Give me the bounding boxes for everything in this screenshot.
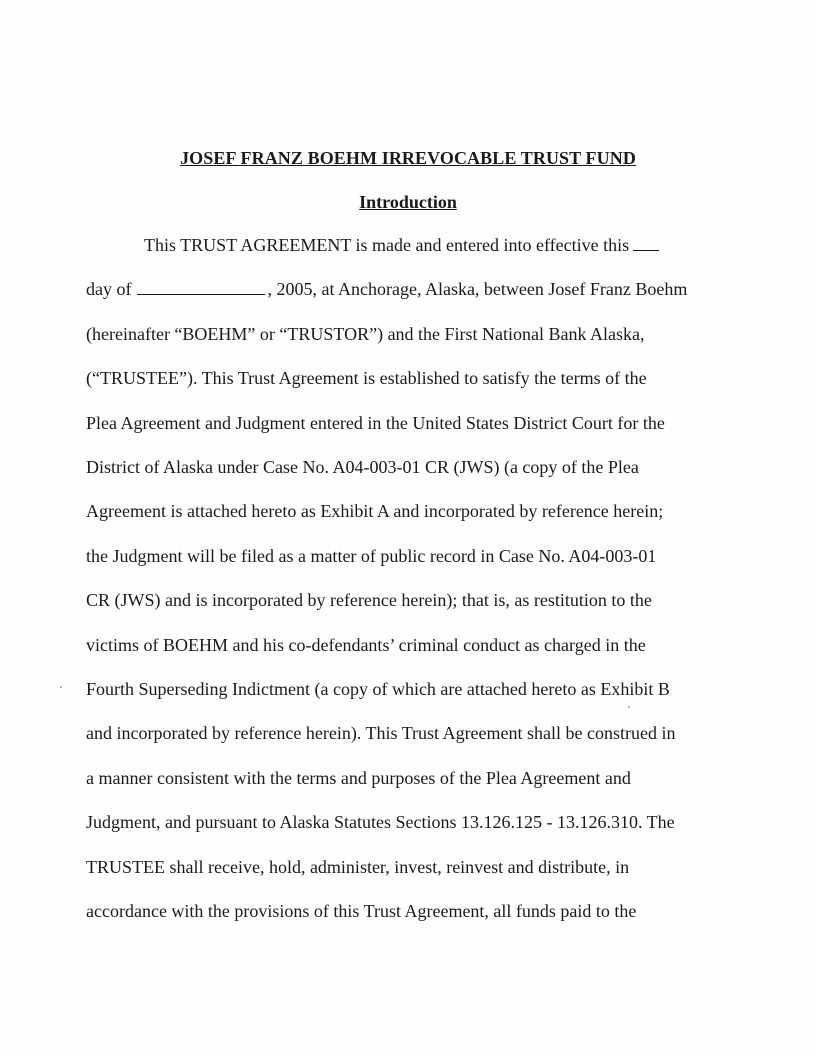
body-line: [86, 678, 670, 700]
body-line: [86, 456, 639, 478]
body-line-text: , 2005, at Anchorage, Alaska, between Josef Franz Boehm: [267, 279, 688, 300]
body-line: [86, 634, 646, 656]
body-line-text: day of: [86, 279, 132, 300]
body-line: [86, 367, 647, 389]
body-line-text: (“TRUSTEE”). This Trust Agreement is established to satisfy the terms of the: [86, 368, 647, 389]
body-line-text: Fourth Superseding Indictment (a copy of which are attached hereto as Exhibit B: [86, 679, 670, 699]
body-line-text: This TRUST AGREEMENT is made and entered into effective this: [144, 235, 630, 255]
body-line: [86, 500, 663, 522]
body-line: [86, 856, 629, 878]
body-line: [86, 545, 656, 567]
document-title: JOSEF FRANZ BOEHM IRREVOCABLE TRUST FUND: [180, 148, 636, 168]
body-line-text: Plea Agreement and Judgment entered in the United States District Court for the: [86, 412, 665, 433]
body-line: [86, 722, 676, 744]
section-heading: Introduction: [359, 192, 457, 212]
body-line-text: CR (JWS) and is incorporated by reference herein); that is, as restitution to the: [86, 590, 652, 611]
body-line-text: (hereinafter “BOEHM” or “TRUSTOR”) and the First National Bank Alaska,: [86, 323, 645, 344]
body-line-text: TRUSTEE shall receive, hold, administer, invest, reinvest and distribute, in: [86, 856, 630, 877]
date-month-blank: [137, 279, 265, 295]
body-line: [86, 900, 636, 922]
body-line-text: the Judgment will be filed as a matter of public record in Case No. A04-003-01: [86, 545, 657, 566]
scan-speck: [60, 686, 62, 688]
body-line-text: Judgment, and pursuant to Alaska Statutes Sections 13.126.125 - 13.126.310. The: [86, 812, 675, 833]
body-line-text: victims of BOEHM and his co-defendants’ criminal conduct as charged in the: [86, 634, 646, 655]
body-line-text: accordance with the provisions of this Trust Agreement, all funds paid to the: [86, 901, 637, 921]
body-line-text: and incorporated by reference herein). This Trust Agreement shall be construed in: [86, 723, 676, 744]
body-line-text: a manner consistent with the terms and purposes of the Plea Agreement and: [86, 767, 631, 788]
scan-speck: [628, 706, 630, 708]
body-line: [86, 589, 652, 611]
body-line-text: District of Alaska under Case No. A04-003-01 CR (JWS) (a copy of the Plea: [86, 457, 639, 477]
body-line: [86, 323, 645, 345]
body-line: [86, 767, 631, 789]
body-line: [86, 412, 665, 434]
date-day-blank: [633, 235, 659, 251]
body-line-text: Agreement is attached hereto as Exhibit A and incorporated by reference herein;: [86, 501, 664, 522]
body-line: [144, 234, 659, 256]
body-line: [86, 811, 675, 833]
body-line: [86, 278, 687, 300]
